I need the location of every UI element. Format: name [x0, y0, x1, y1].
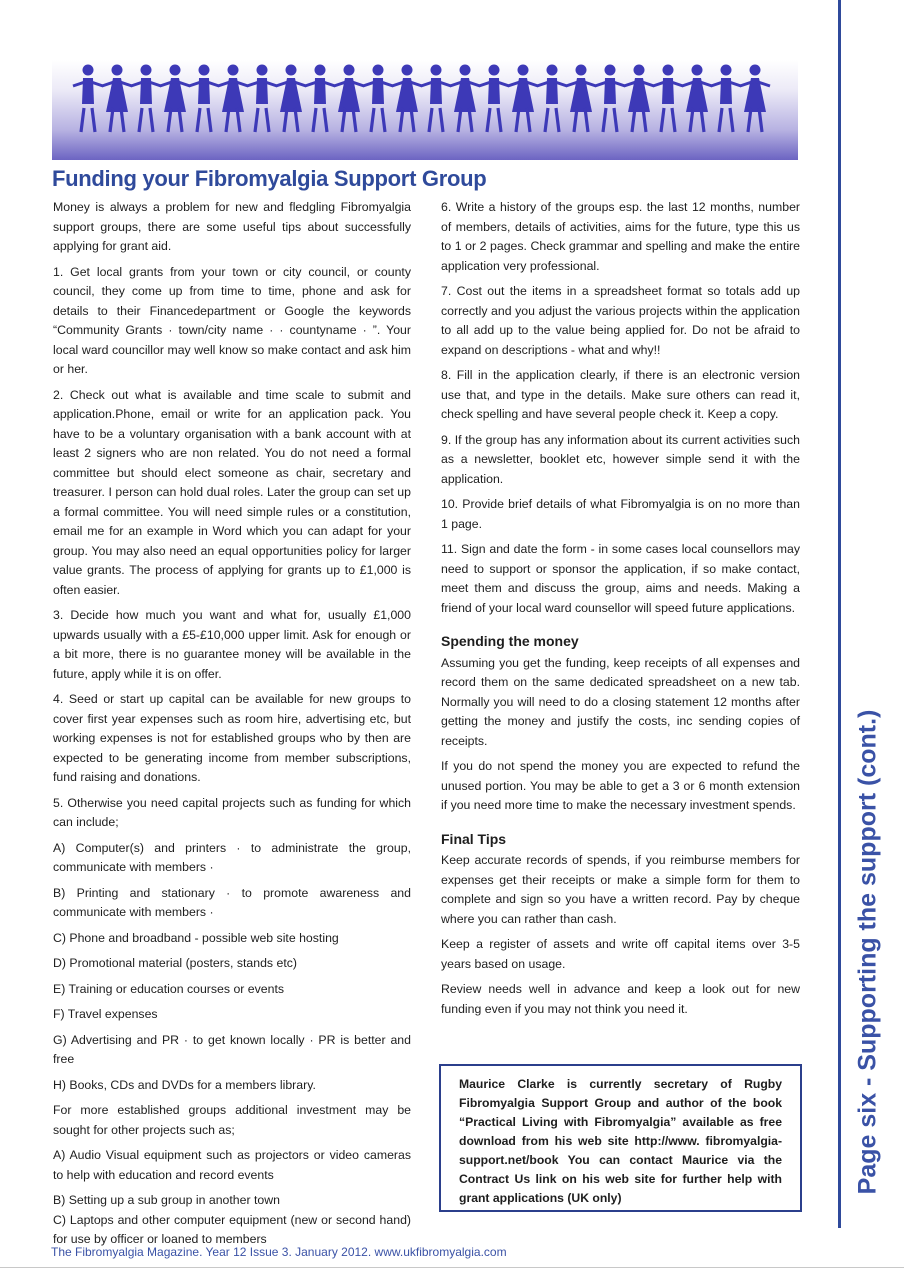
final-tips-heading: Final Tips: [441, 830, 507, 847]
project-item-a: A) Audio Visual equipment such as projectors or video cameras to help with education and record events: [53, 1148, 411, 1182]
footer-text: The Fibromyalgia Magazine. Year 12 Issue 3. January 2012. www.ukfibromyalgia.com: [51, 1245, 507, 1259]
tip-5: 5. Otherwise you need capital projects such as funding for which can include;: [53, 795, 411, 829]
capital-item-b: B) Printing and stationary · to promote awareness and communicate with members ·: [53, 885, 411, 919]
tip-10: 10. Provide brief details of what Fibromyalgia is on no more than 1 page.: [441, 497, 800, 531]
article-title: Funding your Fibromyalgia Support Group: [52, 166, 487, 191]
project-item-c: C) Laptops and other computer equipment (new or second hand) for use by officer or loaned to members: [53, 1212, 411, 1246]
right-column: [441, 198, 800, 1025]
spending-heading: Spending the money: [441, 633, 579, 649]
tip-6: 6. Write a history of the groups esp. the last 12 months, number of members, details of activities, aims for the future, type this us to 1 or 2 pages. Check grammar and spelling and make the entire application very professional.: [441, 200, 800, 273]
tip-9: 9. If the group has any information about its current activities such as a newsletter, booklet etc, however simple send it with the application.: [441, 432, 800, 486]
tip-7: 7. Cost out the items in a spreadsheet format so totals add up correctly and you adjust the various projects within the application to all add up to the value being applied for. Do not be afraid to expand on descriptions - what and why!!: [441, 284, 800, 357]
capital-item-g: G) Advertising and PR · to get known locally · PR is better and free: [53, 1032, 411, 1066]
people-holding-hands-icon: [52, 60, 798, 160]
intro-paragraph: Money is always a problem for new and fledgling Fibromyalgia support groups, there are some useful tips about successfully applying for grant aid.: [53, 200, 411, 253]
spending-paragraph: If you do not spend the money you are expected to refund the unused portion. You may be able to get a 3 or 6 month extension if you need more time to make the necessary investment spends.: [441, 759, 800, 812]
capital-item-a: A) Computer(s) and printers · to administrate the group, communicate with members ·: [53, 840, 411, 874]
tip-2: 2. Check out what is available and time scale to submit and application.Phone, email or write for an application pack. You have to be a voluntary organisation with a bank account with at least 2 signers who are non related. You do not need a formal committee but should elect someone as chair, secretary and treasurer. I person can hold dual roles. Later the group can set up a formal committee. You will need simple rules or a constitution, email me for an example in Word which you can adapt for your group. You may also need an equal opportunities policy for larger value grants. The process of applying for grants up to £1,000 is often easier.: [53, 387, 411, 597]
sidebar-divider: [838, 0, 841, 1228]
capital-item-c: C) Phone and broadband - possible web site hosting: [53, 930, 339, 945]
capital-item-f: F) Travel expenses: [53, 1007, 158, 1021]
capital-item-h: H) Books, CDs and DVDs for a members library.: [53, 1077, 316, 1092]
footer-divider: [0, 1267, 904, 1268]
tip-11: 11. Sign and date the form - in some cases local counsellors may need to support or sponsor the application, if so make contact, meet them and discuss the group, aims and needs. Making a friend of your local ward counsellor will speed future applications.: [441, 542, 800, 615]
final-tips-paragraph: Keep a register of assets and write off capital items over 3-5 years based on usage.: [441, 937, 800, 971]
tip-8: 8. Fill in the application clearly, if there is an electronic version use that, and type in the details. Make sure others can read it, check spelling and have several people check it. Keep a copy.: [441, 368, 800, 421]
capital-item-d: D) Promotional material (posters, stands etc): [53, 956, 297, 970]
established-groups-paragraph: For more established groups additional investment may be sought for other projects such as;: [53, 1103, 411, 1137]
author-callout-box: Maurice Clarke is currently secretary of Rugby Fibromyalgia Support Group and author of the book “Practical Living with Fibromyalgia” available as free download from his web site http://www. fibromyalgia-support.net/book You can contact Maurice via the Contract Us link on his web site for further help with grant applications (UK only): [439, 1064, 802, 1212]
sidebar-page-title: Page six - Supporting the support (cont.): [853, 709, 882, 1195]
project-item-b: B) Setting up a sub group in another town: [53, 1193, 280, 1207]
tip-4: 4. Seed or start up capital can be available for new groups to cover first year expenses such as room hire, advertising etc, but working expenses is not for established groups who by then are expected to be generating income from member subscriptions, fund raising and donations.: [53, 692, 411, 784]
final-tips-paragraph: Keep accurate records of spends, if you reimburse members for expenses get their receipts or make a simple form for them to complete and sign so you have a written record. Pay by cheque where you can rather than cash.: [441, 853, 800, 926]
left-column: [53, 198, 411, 1250]
spending-paragraph: Assuming you get the funding, keep receipts of all expenses and record them on the same dedicated spreadsheet on a new tab. Normally you will need to do a closing statement 12 months after getting the money and justify the costs, inc sending copies of receipts.: [441, 655, 800, 748]
tip-1: 1. Get local grants from your town or city council, or county council, they come up from time to time, phone and ask for details to their Financedepartment or Google the keywords “Community Grants · town/city name · · countyname · ”. Your local ward councillor may well know so make contact and ask him or her.: [53, 264, 411, 376]
final-tips-paragraph: Review needs well in advance and keep a look out for new funding even if you may not think you need it.: [441, 982, 800, 1016]
capital-item-e: E) Training or education courses or events: [53, 981, 285, 996]
tip-3: 3. Decide how much you want and what for, usually £1,000 upwards usually with a £5-£10,000 upper limit. Ask for enough or a bit more, there is no guarantee money will be available in the future, apply while it is on offer.: [53, 608, 411, 681]
people-banner: [52, 60, 798, 160]
